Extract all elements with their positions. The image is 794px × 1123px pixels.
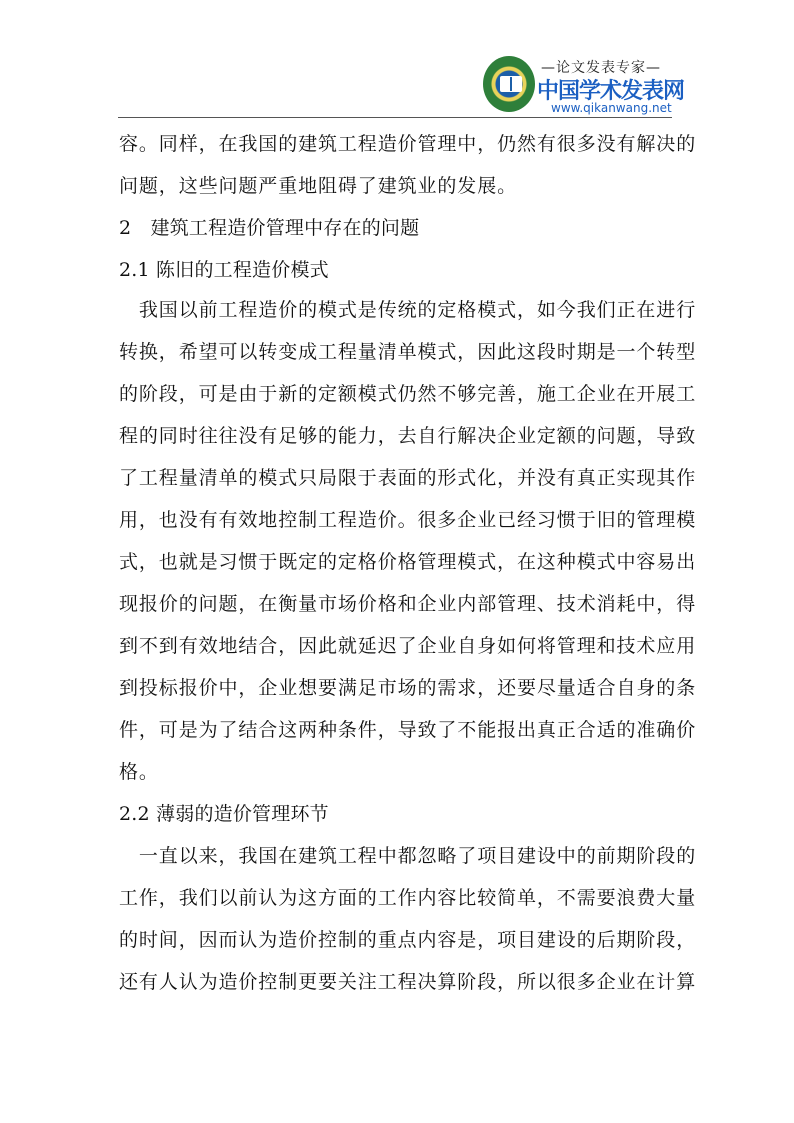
body-line: 还有人认为造价控制更要关注工程决算阶段，所以很多企业在计算 — [119, 971, 697, 993]
body-line: 转换，希望可以转变成工程量清单模式，因此这段时期是一个转型 — [119, 341, 697, 363]
section-heading: 2 建筑工程造价管理中存在的问题 — [119, 217, 420, 239]
body-line: 的阶段，可是由于新的定额模式仍然不够完善，施工企业在开展工 — [119, 383, 697, 405]
logo-slogan: —论文发表专家— — [541, 60, 661, 76]
body-line: 工作，我们以前认为这方面的工作内容比较简单，不需要浪费大量 — [119, 887, 697, 909]
site-logo — [481, 54, 685, 118]
body-line: 容。同样，在我国的建筑工程造价管理中，仍然有很多没有解决的 — [119, 133, 697, 155]
body-line: 到投标报价中，企业想要满足市场的需求，还要尽量适合自身的条 — [119, 677, 697, 699]
body-line: 程的同时往往没有足够的能力，去自行解决企业定额的问题，导致 — [119, 425, 697, 447]
subsection-heading: 2.1 陈旧的工程造价模式 — [119, 259, 329, 281]
body-line: 我国以前工程造价的模式是传统的定格模式，如今我们正在进行 — [119, 299, 697, 321]
body-line: 件，可是为了结合这两种条件，导致了不能报出真正合适的准确价 — [119, 719, 697, 741]
body-line: 格。 — [119, 761, 159, 783]
subsection-heading: 2.2 薄弱的造价管理环节 — [119, 803, 329, 825]
body-line: 问题，这些问题严重地阻碍了建筑业的发展。 — [119, 175, 518, 197]
body-line: 到不到有效地结合，因此就延迟了企业自身如何将管理和技术应用 — [119, 635, 697, 657]
logo-seal-icon — [483, 56, 535, 112]
header-divider — [118, 117, 672, 118]
book-icon — [500, 76, 522, 92]
body-line: 的时间，因而认为造价控制的重点内容是，项目建设的后期阶段， — [119, 929, 697, 951]
body-line: 用，也没有有效地控制工程造价。很多企业已经习惯于旧的管理模 — [119, 509, 697, 531]
body-line: 式，也就是习惯于既定的定格价格管理模式，在这种模式中容易出 — [119, 551, 697, 573]
body-line: 了工程量清单的模式只局限于表面的形式化，并没有真正实现其作 — [119, 467, 697, 489]
logo-url: www.qikanwang.net — [551, 101, 672, 115]
body-line: 一直以来，我国在建筑工程中都忽略了项目建设中的前期阶段的 — [119, 845, 697, 867]
body-line: 现报价的问题，在衡量市场价格和企业内部管理、技术消耗中，得 — [119, 593, 697, 615]
logo-name: 中国学术发表网 — [537, 79, 685, 104]
